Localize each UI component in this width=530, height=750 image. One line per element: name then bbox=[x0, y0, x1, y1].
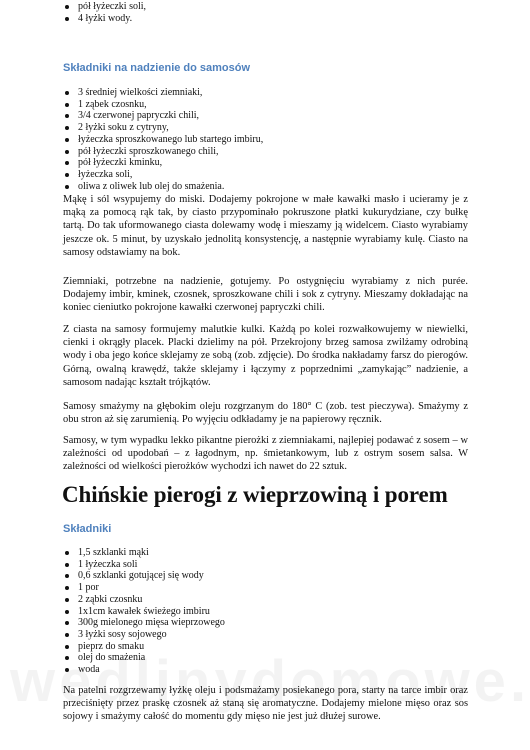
list-item: łyżeczka sproszkowanego lub startego imbiru, bbox=[78, 134, 498, 146]
list-item: oliwa z oliwek lub olej do smażenia. bbox=[78, 181, 498, 193]
list-item: 1 por bbox=[78, 582, 498, 594]
paragraph-preparation: Na patelni rozgrzewamy łyżkę oleju i podsmażamy posiekanego pora, starty na tarce imbir oraz przeciśnięty przez praskę czosnek aż staną się aromatyczne. Dodajemy mielone mięso oraz sos sojowy i smażymy całość do momentu gdy mięso nie jest już dłużej surowe. bbox=[63, 685, 468, 723]
paragraph-filling: Ziemniaki, potrzebne na nadzienie, gotujemy. Po ostygnięciu wyrabiamy z nich purée. Dodajemy imbir, kminek, czosnek, sproszkowane chili i sok z cytryny. Mieszamy dokładając na koniec cieniutko pokrojone kawałki czerwonej papryczki chili. bbox=[63, 276, 468, 314]
list-item: 1x1cm kawałek świeżego imbiru bbox=[78, 606, 498, 618]
watermark-text bbox=[10, 648, 530, 715]
list-item: 1 łyżeczka soli bbox=[78, 559, 498, 571]
list-item: olej do smażenia bbox=[78, 652, 498, 664]
list-item: 2 łyżki soku z cytryny, bbox=[78, 122, 498, 134]
list-item: 3/4 czerwonej papryczki chili, bbox=[78, 110, 498, 122]
list-item: łyżeczka soli, bbox=[78, 169, 498, 181]
list-item: 0,6 szklanki gotującej się wody bbox=[78, 570, 498, 582]
list-item: 3 średniej wielkości ziemniaki, bbox=[78, 87, 498, 99]
list-item: woda bbox=[78, 664, 498, 676]
paragraph-frying: Samosy smażymy na głębokim oleju rozgrzanym do 180° C (zob. test pieczywa). Smażymy z obu stron aż się zarumienią. Po wyjęciu odkładamy je na papierowy ręcznik. bbox=[63, 401, 468, 426]
list-item: 3 łyżki sosy sojowego bbox=[78, 629, 498, 641]
list-item: 4 łyżki wody. bbox=[78, 13, 498, 25]
top-ingredient-list bbox=[78, 1, 498, 24]
list-item: 1 ząbek czosnku, bbox=[78, 99, 498, 111]
list-item: 1,5 szklanki mąki bbox=[78, 547, 498, 559]
list-item: 300g mielonego mięsa wieprzowego bbox=[78, 617, 498, 629]
recipe-title: Chińskie pierogi z wieprzowiną i porem bbox=[62, 482, 448, 507]
list-item: pół łyżeczki sproszkowanego chili, bbox=[78, 146, 498, 158]
list-item: pół łyżeczki kminku, bbox=[78, 157, 498, 169]
samosa-filling-list bbox=[78, 87, 498, 192]
paragraph-dough: Mąkę i sól wsypujemy do miski. Dodajemy pokrojone w małe kawałki masło i ucieramy je z mąką za pomocą rąk tak, by ciasto przypominało pokruszone płatki kukurydziane, czy bułkę tartą. Do tak uformowanego ciasta dolewamy wodę i mieszamy ją widelcem. Ciasto wyrabiamy jeszcze ok. 5 minut, by uzyskało jednolitą konsystencję, a następnie wyrabiamy kulę. Ciasto na samosy odstawiamy na bok. bbox=[63, 194, 468, 258]
paragraph-serving: Samosy, w tym wypadku lekko pikantne pierożki z ziemniakami, najlepiej podawać z sosem – w zależności od upodobań – z łagodnym, np. śmietankowym, lub z ostrym sosem salsa. W zależności od wielkości pierożków wychodzi ich nawet do 22 sztuk. bbox=[63, 435, 468, 473]
list-item: 2 ząbki czosnku bbox=[78, 594, 498, 606]
paragraph-forming: Z ciasta na samosy formujemy malutkie kulki. Każdą po kolei rozwałkowujemy w niewielki, cienki i okrągły placek. Placki dzielimy na pół. Przekrojony brzeg samosa zwilżamy odrobiną wody i oba jego końce sklejamy ze sobą (zob. zdjęcie). Do środka nakładamy farsz do pierogów. Górną, owalną krawędź, także sklejamy i łączymy z poprzednimi „zamykając” nadzienie, a samosom nadając kształt trójkątów. bbox=[63, 324, 468, 388]
ingredients-heading: Składniki bbox=[63, 523, 112, 535]
samosa-filling-heading: Składniki na nadzienie do samosów bbox=[63, 62, 251, 74]
list-item: pół łyżeczki soli, bbox=[78, 1, 498, 13]
list-item: pieprz do smaku bbox=[78, 641, 498, 653]
